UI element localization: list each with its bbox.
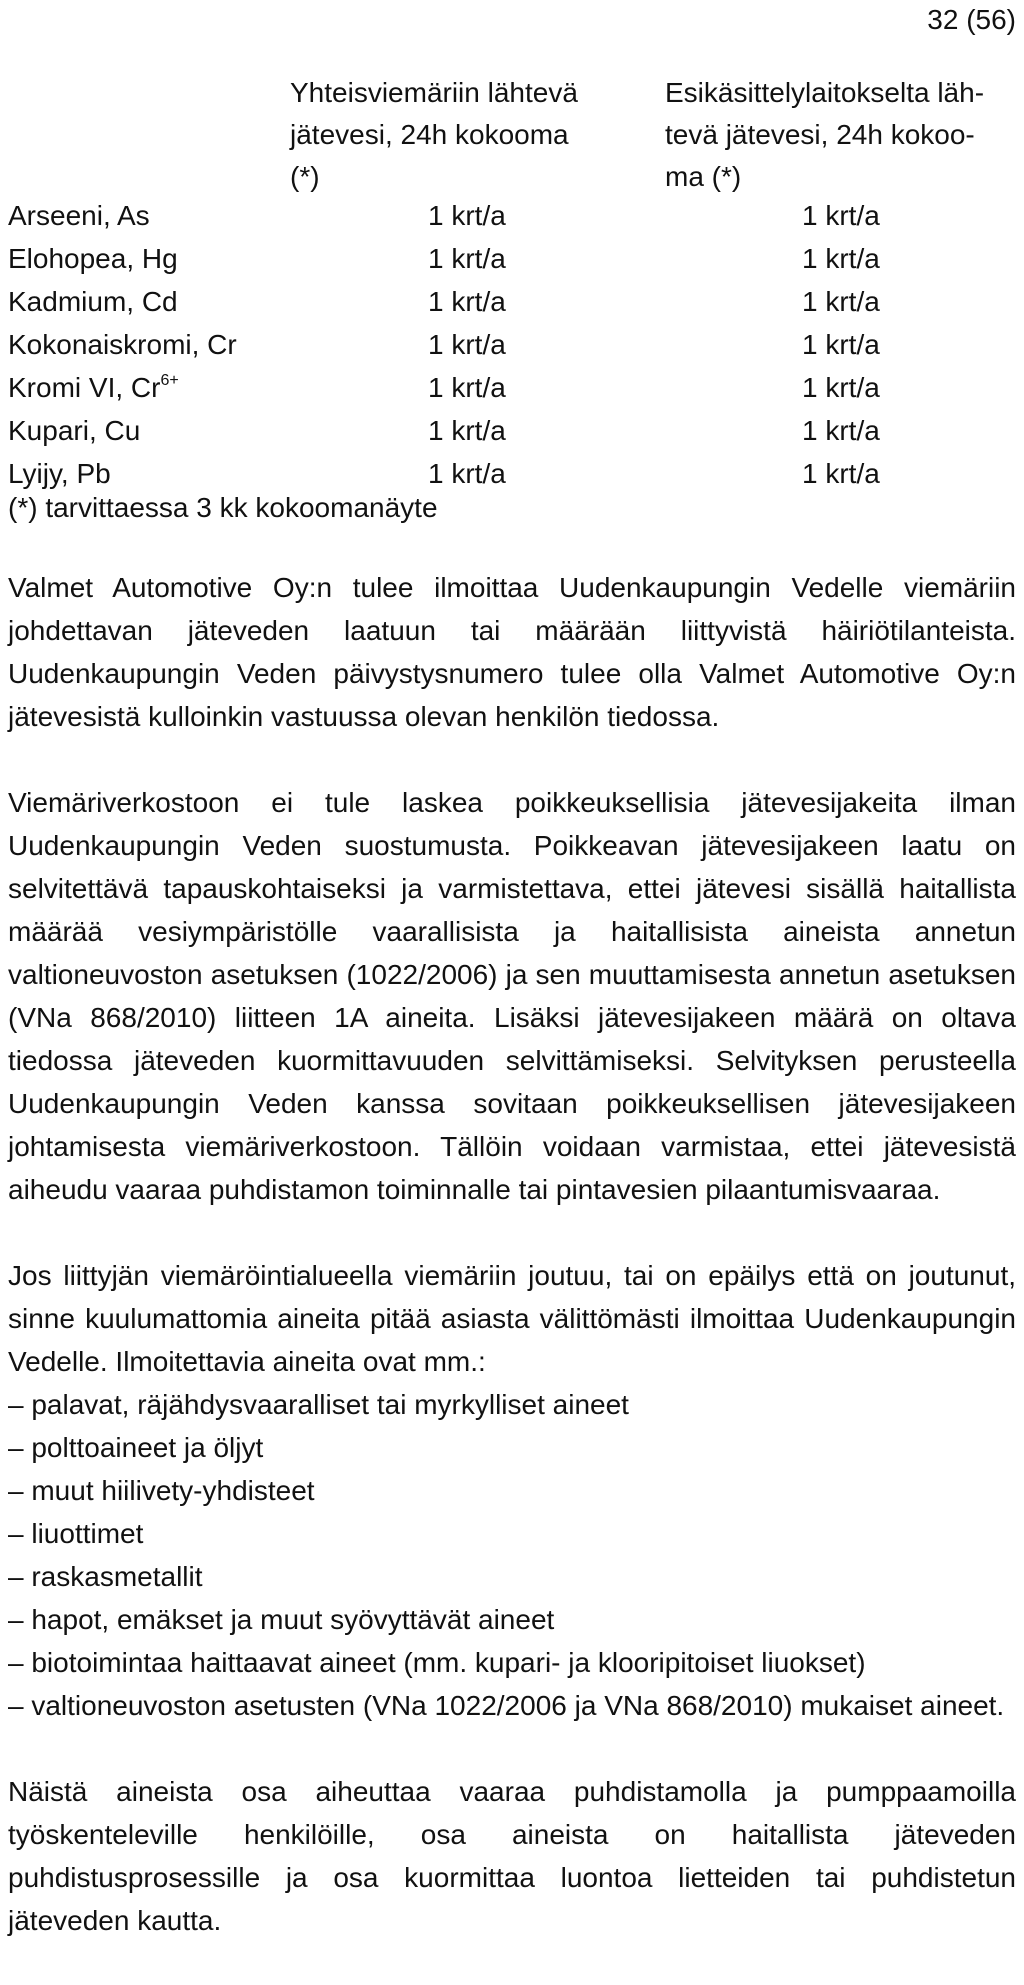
table-footnote: (*) tarvittaessa 3 kk kokoomanäyte — [8, 492, 438, 523]
col1-header — [290, 72, 578, 198]
col1-header-line: jätevesi, 24h kokooma — [290, 119, 569, 150]
frequency-col1: 1 krt/a — [428, 243, 506, 274]
page-number: 32 (56) — [927, 4, 1016, 35]
list-item: – liuottimet — [8, 1518, 144, 1549]
frequency-col2: 1 krt/a — [802, 415, 880, 446]
parameter-name: Lyijy, Pb — [8, 458, 111, 489]
parameter-name: Kadmium, Cd — [8, 286, 178, 317]
frequency-col2: 1 krt/a — [802, 329, 880, 360]
parameter-name: Arseeni, As — [8, 200, 150, 231]
list-item: – hapot, emäkset ja muut syövyttävät aineet — [8, 1604, 555, 1635]
frequency-col1: 1 krt/a — [428, 286, 506, 317]
parameter-name: Kokonaiskromi, Cr — [8, 329, 237, 360]
parameter-name — [8, 372, 179, 404]
table-row — [8, 286, 1008, 329]
parameter-name: Kupari, Cu — [8, 415, 141, 446]
col1-header-line: Yhteisviemäriin lähtevä — [290, 77, 578, 108]
parameter-name: Elohopea, Hg — [8, 243, 178, 274]
parameter-table — [8, 200, 1008, 501]
frequency-col2: 1 krt/a — [802, 458, 880, 489]
table-row — [8, 372, 1008, 415]
list-item: – raskasmetallit — [8, 1561, 203, 1592]
frequency-col2: 1 krt/a — [802, 243, 880, 274]
table-row — [8, 415, 1008, 458]
frequency-col2: 1 krt/a — [802, 286, 880, 317]
parameter-name-text: Kromi VI, Cr — [8, 372, 161, 403]
paragraph-notification: Valmet Automotive Oy:n tulee ilmoittaa Uudenkaupungin Vedelle viemäriin johdettavan jäteveden laatuun tai määrään liittyvistä häiriötilanteista. Uudenkaupungin Veden päivystysnumero tulee olla Valmet Automotive Oy:n jätevesistä kulloinkin vastuussa olevan henkilön tiedossa. — [8, 572, 1016, 732]
table-row — [8, 329, 1008, 372]
table-row — [8, 243, 1008, 286]
list-item: – polttoaineet ja öljyt — [8, 1432, 264, 1463]
frequency-col2: 1 krt/a — [802, 200, 880, 231]
paragraph-exceptional-waste: Viemäriverkostoon ei tule laskea poikkeuksellisia jätevesijakeita ilman Uudenkaupungin Veden suostumusta. Poikkeavan jätevesijakeen laatu on selvitettävä tapauskohtaiseksi ja varmistettava, ettei jätevesi sisällä haitallista määrää vesiympäristölle vaarallisista ja haitallisista aineista annetun valtioneuvoston asetuksen (1022/2006) ja sen muuttamisesta annetun asetuksen (VNa 868/2010) liitteen 1A aineita. Lisäksi jätevesijakeen määrä on oltava tiedossa jäteveden kuormittavuuden selvittämiseksi. Selvityksen perusteella Uudenkaupungin Veden kanssa sovitaan poikkeuksellisen jätevesijakeen johtamisesta viemäriverkostoon. Tällöin voidaan varmistaa, ettei jätevesistä aiheudu vaaraa puhdistamon toiminnalle tai pintavesien pilaantumisvaaraa. — [8, 787, 1016, 1205]
paragraph-substances-intro: Jos liittyjän viemäröintialueella viemäriin joutuu, tai on epäilys että on joutunut, sinne kuulumattomia aineita pitää asiasta välittömästi ilmoittaa Uudenkaupungin Vedelle. Ilmoitettavia aineita ovat mm.: — [8, 1260, 1016, 1377]
substance-list — [8, 1383, 1016, 1727]
list-item: – biotoimintaa haittaavat aineet (mm. kupari- ja klooripitoiset liuokset) — [8, 1647, 866, 1678]
frequency-col1: 1 krt/a — [428, 415, 506, 446]
list-item: – muut hiilivety-yhdisteet — [8, 1475, 315, 1506]
frequency-col2: 1 krt/a — [802, 372, 880, 403]
body-text — [8, 566, 1016, 1985]
col2-header-line: tevä jätevesi, 24h kokoo- — [665, 119, 975, 150]
col1-header-line: (*) — [290, 161, 320, 192]
frequency-col1: 1 krt/a — [428, 329, 506, 360]
col2-header-line: Esikäsittelylaitokselta läh- — [665, 77, 985, 108]
list-item: – palavat, räjähdysvaaralliset tai myrkylliset aineet — [8, 1389, 629, 1420]
col2-header — [665, 72, 984, 198]
list-item: – valtioneuvoston asetusten (VNa 1022/2006 ja VNa 868/2010) mukaiset aineet. — [8, 1690, 1005, 1721]
superscript-charge: 6+ — [160, 372, 179, 389]
frequency-col1: 1 krt/a — [428, 200, 506, 231]
paragraph-hazards: Näistä aineista osa aiheuttaa vaaraa puhdistamolla ja pumppaamoilla työskenteleville henkilöille, osa aineista on haitallista jäteveden puhdistusprosessille ja osa kuormittaa luontoa lietteiden tai puhdistetun jäteveden kautta. — [8, 1776, 1016, 1936]
frequency-col1: 1 krt/a — [428, 458, 506, 489]
table-row — [8, 200, 1008, 243]
col2-header-line: ma (*) — [665, 161, 742, 192]
frequency-col1: 1 krt/a — [428, 372, 506, 403]
